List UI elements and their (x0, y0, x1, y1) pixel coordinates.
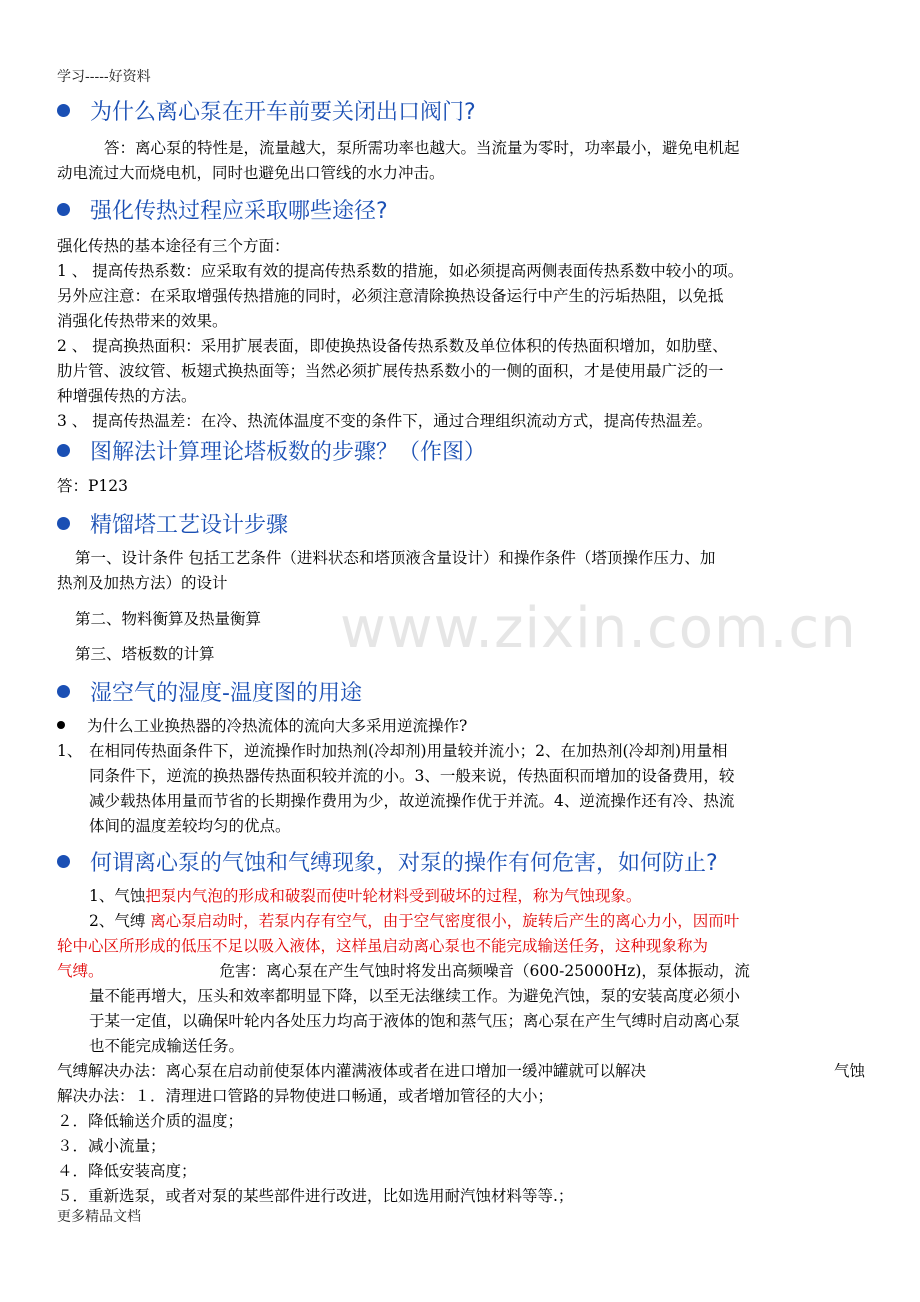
section-heading-q2: 强化传热过程应采取哪些途径? (57, 194, 869, 225)
harm-line: 气缚。 危害：离心泵在产生气蚀时将发出高频噪音（600-25000Hz)，泵体振动，流 (57, 962, 750, 980)
page-header: 学习-----好资料 (57, 69, 151, 85)
q4-step1: 第一、设计条件 包括工艺条件（进料状态和塔顶液含量设计）和操作条件（塔顶操作压力、加 热剂及加热方法）的设计 (57, 549, 716, 592)
section-heading-q1: 为什么离心泵在开车前要关闭出口阀门? (57, 95, 869, 126)
air-binding-definition: 2、气缚 离心泵启动时，若泵内存有空气，由于空气密度很小，旋转后产生的离心力小，因而叶 (89, 912, 740, 930)
page-footer: 更多精品文档 (57, 1209, 141, 1225)
q3-answer: 答：P123 (57, 477, 129, 495)
section-heading-q6: 何谓离心泵的气蚀和气缚现象，对泵的操作有何危害，如何防止? (57, 846, 869, 877)
bullet-icon (57, 517, 70, 530)
q5-answer: 在相同传热面条件下，逆流操作时加热剂(冷却剂)用量较并流小；2、在加热剂(冷却剂)用量相 同条件下，逆流的换热器传热面积较并流的小。3、一般来说，传热面积而增加的设备费用，较 减少载热体用量而节省的长期操作费用为少，故逆流操作优于并流。4、逆流操作还有冷、热流 体间的温度差较均匀的优点。 (89, 742, 735, 835)
q5-sub-question: 为什么工业换热器的冷热流体的流向大多采用逆流操作? (57, 714, 869, 739)
cavitation-definition: 1、气蚀把泵内气泡的形成和破裂而使叶轮材料受到破坏的过程，称为气蚀现象。 (89, 887, 642, 905)
bullet-icon (57, 203, 70, 216)
watermark: www.zixin.com.cn (340, 596, 857, 661)
q2-body: 强化传热的基本途径有三个方面： 1 、 提高传热系数：应采取有效的提高传热系数的措施，如必须提高两侧表面传热系数中较小的项。 另外应注意：在采取增强传热措施的同时，必须注意清除换热设备运行中产生的污垢热阻，以免抵 消强化传热带来的效果。 2 、 提高换热面积：采用扩展表面，即使换热设备传热系数及单位体积的传热面积增加，如肋壁、 肋片管、波纹管、板翅式换热面等；当然必须扩展传热系数小的一侧的面积，才是使用最广泛的一 种增强传热的方法。 3 、 提高传热温差：在冷、热流体温度不变的条件下，通过合理组织流动方式，提高传热温差。 (57, 237, 744, 430)
q1-answer: 答：离心泵的特性是，流量越大，泵所需功率也越大。当流量为零时，功率最小，避免电机起 动电流过大而烧电机，同时也避免出口管线的水力冲击。 (57, 139, 740, 182)
section-heading-q4: 精馏塔工艺设计步骤 (57, 508, 869, 539)
q4-step3: 第三、塔板数的计算 (75, 645, 215, 663)
section-heading-q3: 图解法计算理论塔板数的步骤？（作图） (57, 435, 869, 466)
bullet-icon (57, 104, 70, 117)
q5-answer-num: 1、 (57, 742, 83, 760)
bullet-icon (57, 444, 70, 457)
small-bullet-icon (57, 721, 65, 729)
q4-step2: 第二、物料衡算及热量衡算 (75, 610, 262, 628)
air-binding-fix: 气缚解决办法：离心泵在启动前使泵体内灌满液体或者在进口增加一缓冲罐就可以解决 气蚀 (57, 1062, 865, 1080)
bullet-icon (57, 685, 70, 698)
q6-body: 1、气蚀把泵内气泡的形成和破裂而使叶轮材料受到破坏的过程，称为气蚀现象。 2、气缚 离心泵启动时，若泵内存有空气，由于空气密度很小，旋转后产生的离心力小，因而叶 轮中心区所形成的低压不足以吸入液体，这样虽启动离心泵也不能完成输送任务，这种现象称为 气缚。 危害：离心泵在产生气蚀时将发出高频噪音（600-25000Hz)，泵体振动，流 量不能再增大，压头和效率都明显下降，以至无法继续工作。为避免汽蚀，泵的安装高度必须小 于某一定值，以确保叶轮内各处压力均高于液体的饱和蒸气压；离心泵在产生气缚时启动离心泵 也不能完成输送任务。 气缚解决办法：离心泵在启动前使泵体内灌满液体或者在进口增加一缓冲罐就可以解决 气蚀 解决办法：１．清理进口管路的异物使进口畅通，或者增加管径的大小； ２．降低输送介质的温度； ３．减小流量； ４．降低安装高度； ５．重新选泵，或者对泵的某些部件进行改进，比如选用耐汽蚀材料等等.； (57, 884, 869, 1209)
section-heading-q5: 湿空气的湿度-温度图的用途 (57, 676, 869, 707)
bullet-icon (57, 855, 70, 868)
